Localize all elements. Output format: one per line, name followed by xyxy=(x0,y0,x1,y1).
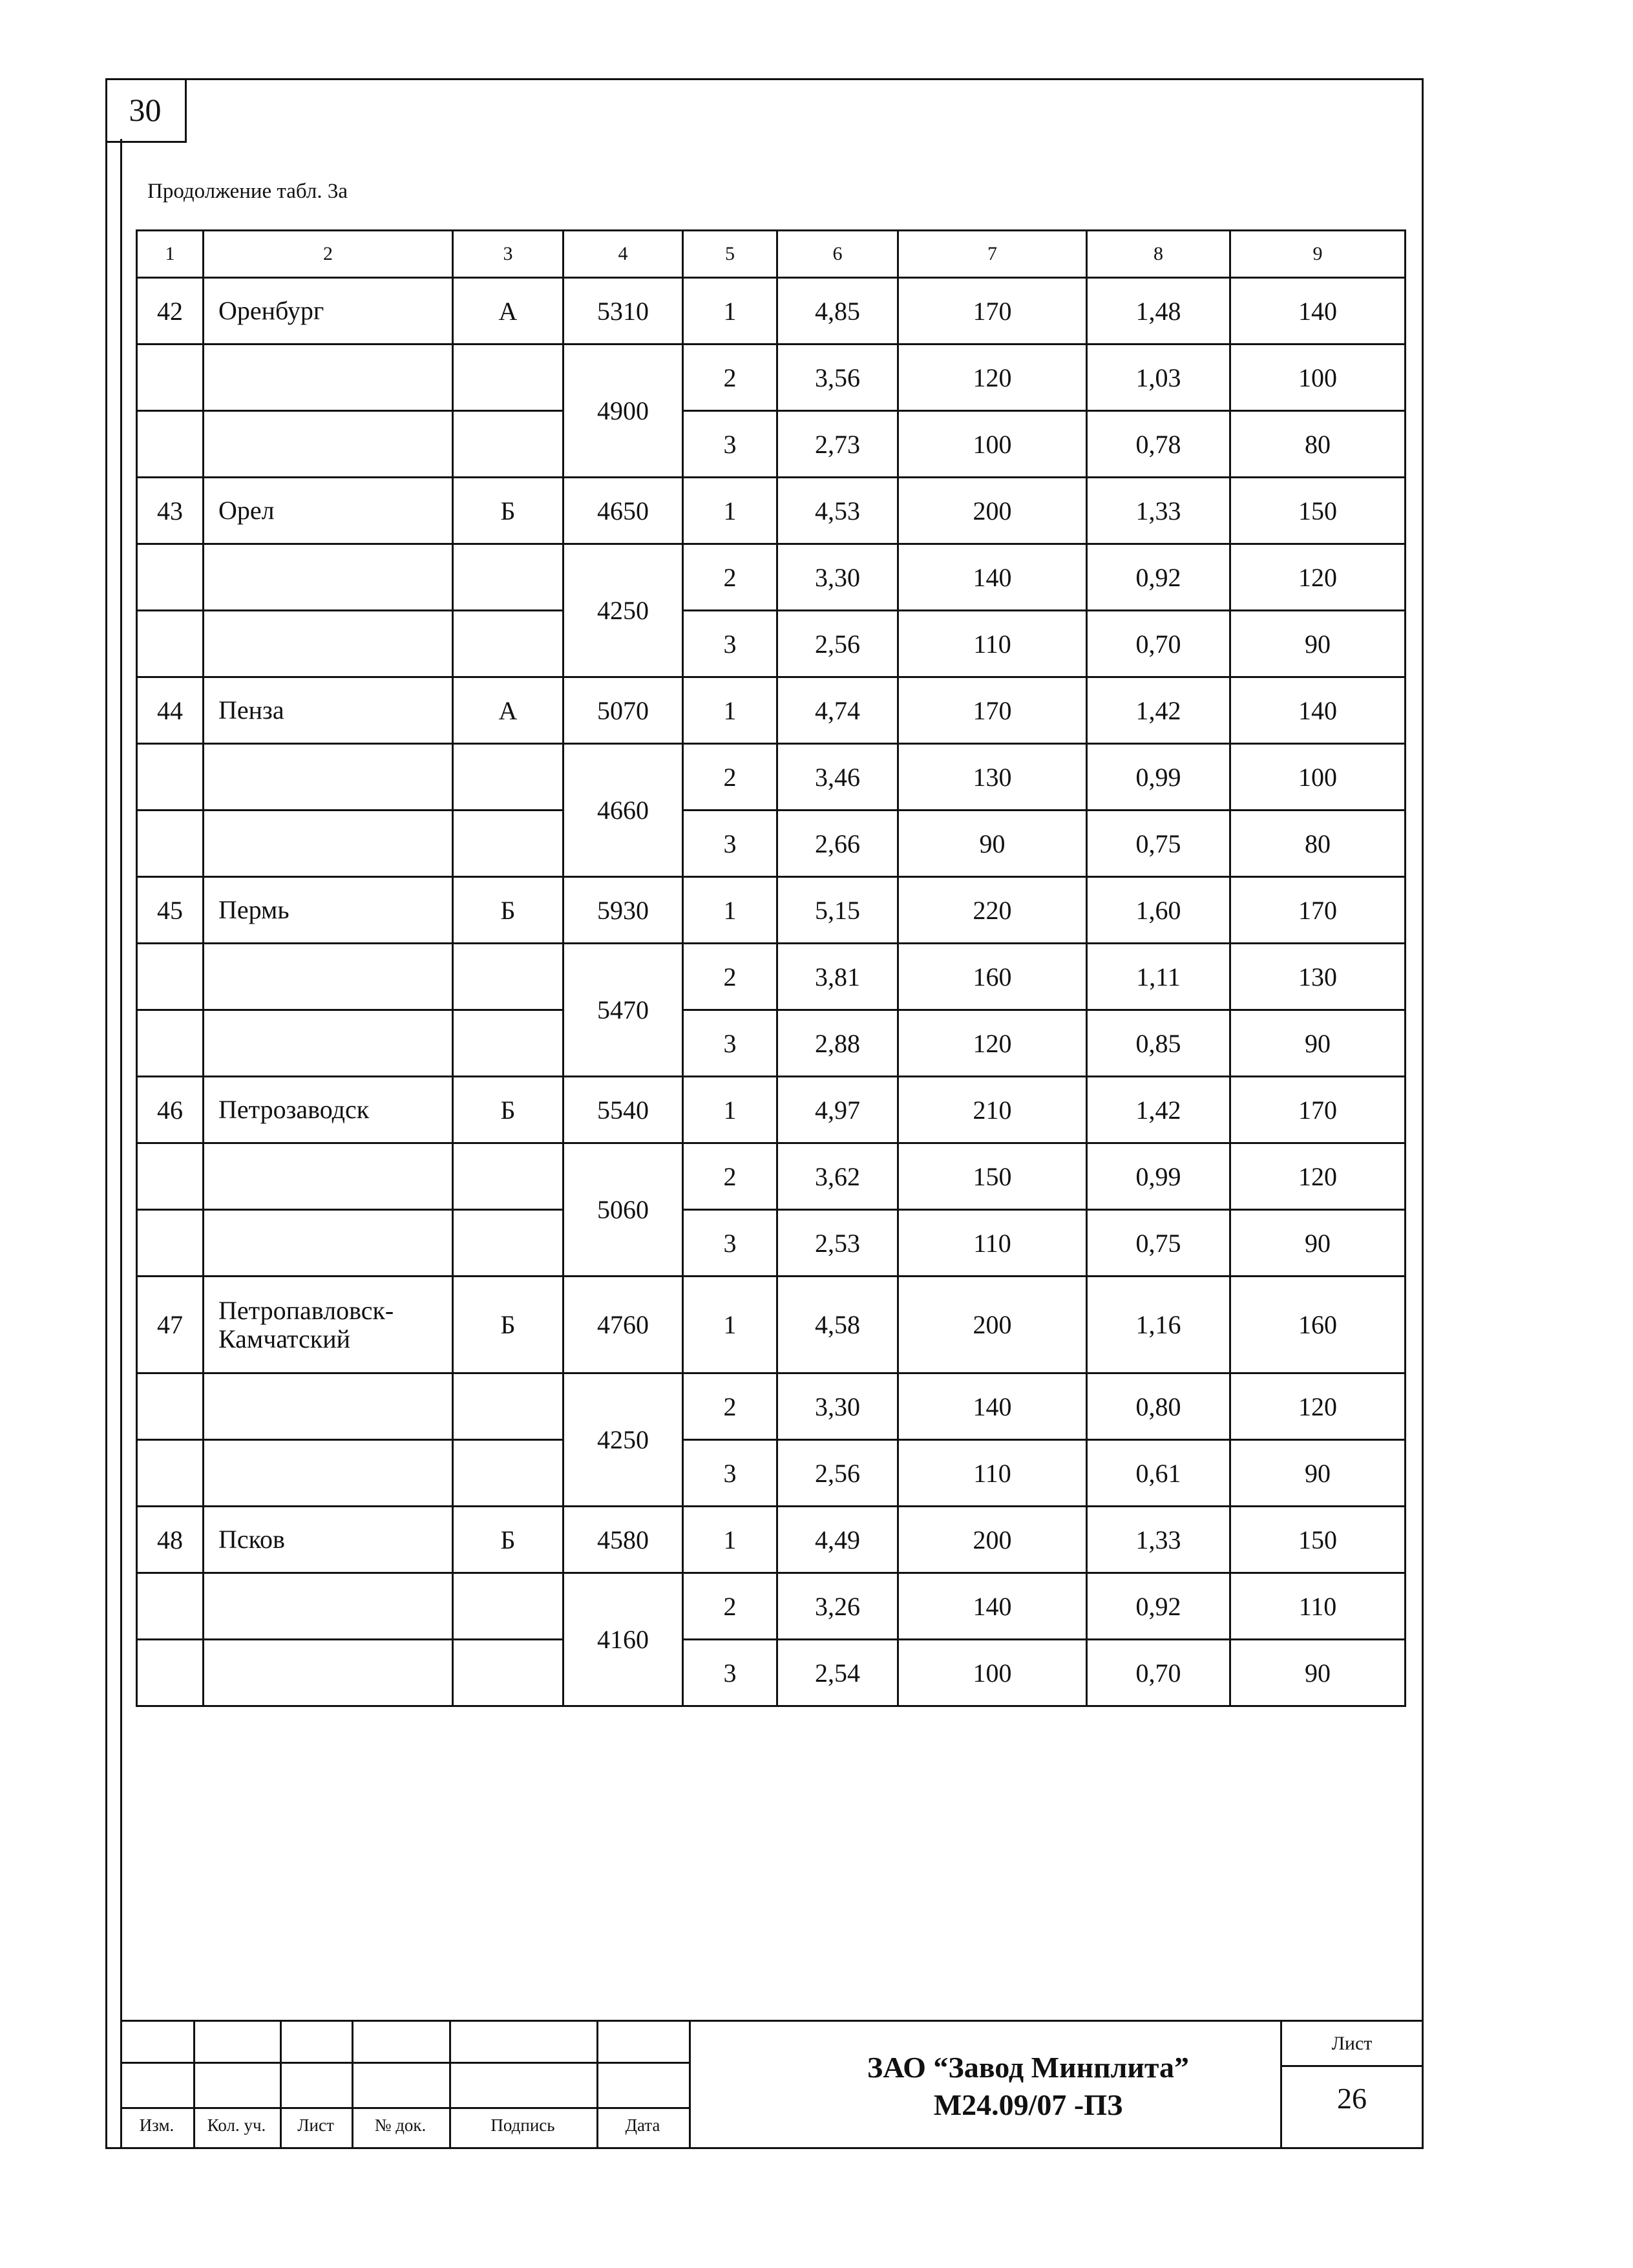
empty-cell xyxy=(137,544,204,611)
sheet-label: Лист xyxy=(1331,2033,1373,2054)
column-5-value: 3 xyxy=(683,1640,777,1706)
column-5-value: 1 xyxy=(683,1507,777,1573)
empty-cell xyxy=(204,1640,453,1706)
table-row xyxy=(137,1010,1406,1077)
column-7-value: 140 xyxy=(898,1373,1087,1440)
column-6-value: 2,56 xyxy=(777,1440,898,1507)
column-8-value: 0,99 xyxy=(1087,744,1230,811)
empty-cell xyxy=(204,544,453,611)
stamp-label-kol-uch: Кол. уч. xyxy=(207,2115,266,2135)
table-row xyxy=(137,478,1406,544)
stamp-label-signature: Подпись xyxy=(490,2115,555,2135)
column-9-value: 170 xyxy=(1230,877,1406,944)
column-8-value: 1,16 xyxy=(1087,1277,1230,1373)
column-8-value: 1,33 xyxy=(1087,1507,1230,1573)
column-4-value: 4900 xyxy=(564,344,683,478)
table-row xyxy=(137,278,1406,344)
table-row xyxy=(137,1440,1406,1507)
column-8-value: 0,75 xyxy=(1087,1210,1230,1277)
city-name: Орел xyxy=(204,478,453,544)
empty-cell xyxy=(204,1373,453,1440)
column-5-value: 3 xyxy=(683,1010,777,1077)
table-row xyxy=(137,411,1406,478)
column-6-value: 3,26 xyxy=(777,1573,898,1640)
column-9-value: 90 xyxy=(1230,611,1406,677)
column-4-value: 5540 xyxy=(564,1077,683,1143)
column-9-value: 100 xyxy=(1230,344,1406,411)
column-5-value: 3 xyxy=(683,611,777,677)
column-header-3: 3 xyxy=(453,231,564,278)
empty-cell xyxy=(453,1373,564,1440)
document-code: М24.09/07 -ПЗ xyxy=(933,2088,1123,2121)
column-4-value: 4650 xyxy=(564,478,683,544)
column-8-value: 0,75 xyxy=(1087,811,1230,877)
empty-cell xyxy=(453,1210,564,1277)
stamp-label-date: Дата xyxy=(625,2115,660,2135)
table-row xyxy=(137,1210,1406,1277)
column-8-value: 0,70 xyxy=(1087,1640,1230,1706)
empty-cell xyxy=(453,1640,564,1706)
column-5-value: 1 xyxy=(683,1077,777,1143)
column-header-6: 6 xyxy=(777,231,898,278)
column-8-value: 1,42 xyxy=(1087,677,1230,744)
column-4-value: 4580 xyxy=(564,1507,683,1573)
column-6-value: 2,73 xyxy=(777,411,898,478)
empty-cell xyxy=(204,344,453,411)
empty-cell xyxy=(453,811,564,877)
column-4-value: 4160 xyxy=(564,1573,683,1706)
column-7-value: 200 xyxy=(898,1507,1087,1573)
empty-cell xyxy=(204,944,453,1010)
binding-margin-line xyxy=(120,139,122,2149)
column-4-value: 4760 xyxy=(564,1277,683,1373)
table-row xyxy=(137,344,1406,411)
zone-letter: Б xyxy=(453,1507,564,1573)
column-header-9: 9 xyxy=(1230,231,1406,278)
column-8-value: 1,48 xyxy=(1087,278,1230,344)
organization-name: ЗАО “Завод Минплита” xyxy=(867,2051,1190,2084)
city-name: Петрозаводск xyxy=(204,1077,453,1143)
column-7-value: 140 xyxy=(898,544,1087,611)
column-6-value: 3,46 xyxy=(777,744,898,811)
column-header-8: 8 xyxy=(1087,231,1230,278)
column-6-value: 2,54 xyxy=(777,1640,898,1706)
table-row xyxy=(137,811,1406,877)
header-row xyxy=(137,231,1406,278)
table-row xyxy=(137,544,1406,611)
column-5-value: 3 xyxy=(683,1210,777,1277)
row-number: 46 xyxy=(137,1077,204,1143)
page-number-box xyxy=(105,78,187,143)
empty-cell xyxy=(204,811,453,877)
column-6-value: 4,97 xyxy=(777,1077,898,1143)
table-row xyxy=(137,1507,1406,1573)
empty-cell xyxy=(137,1210,204,1277)
column-4-value: 4660 xyxy=(564,744,683,877)
column-7-value: 160 xyxy=(898,944,1087,1010)
column-9-value: 140 xyxy=(1230,677,1406,744)
column-6-value: 4,74 xyxy=(777,677,898,744)
column-7-value: 110 xyxy=(898,611,1087,677)
column-7-value: 110 xyxy=(898,1210,1087,1277)
column-6-value: 2,88 xyxy=(777,1010,898,1077)
table-row xyxy=(137,877,1406,944)
empty-cell xyxy=(204,1210,453,1277)
column-8-value: 0,85 xyxy=(1087,1010,1230,1077)
empty-cell xyxy=(453,611,564,677)
zone-letter: А xyxy=(453,677,564,744)
column-7-value: 120 xyxy=(898,344,1087,411)
column-9-value: 120 xyxy=(1230,1143,1406,1210)
empty-cell xyxy=(204,1143,453,1210)
city-name: Пенза xyxy=(204,677,453,744)
column-5-value: 1 xyxy=(683,478,777,544)
column-6-value: 2,66 xyxy=(777,811,898,877)
column-6-value: 2,53 xyxy=(777,1210,898,1277)
empty-cell xyxy=(204,1573,453,1640)
column-8-value: 0,92 xyxy=(1087,1573,1230,1640)
table-row xyxy=(137,611,1406,677)
empty-cell xyxy=(453,1573,564,1640)
column-4-value: 4250 xyxy=(564,544,683,677)
empty-cell xyxy=(453,944,564,1010)
table-row xyxy=(137,1640,1406,1706)
column-6-value: 3,62 xyxy=(777,1143,898,1210)
column-7-value: 100 xyxy=(898,411,1087,478)
table-row xyxy=(137,1077,1406,1143)
column-5-value: 1 xyxy=(683,677,777,744)
empty-cell xyxy=(137,411,204,478)
column-5-value: 2 xyxy=(683,544,777,611)
column-6-value: 3,30 xyxy=(777,1373,898,1440)
column-header-2: 2 xyxy=(204,231,453,278)
empty-cell xyxy=(137,1573,204,1640)
column-9-value: 130 xyxy=(1230,944,1406,1010)
row-number: 44 xyxy=(137,677,204,744)
column-8-value: 0,80 xyxy=(1087,1373,1230,1440)
empty-cell xyxy=(453,544,564,611)
column-9-value: 150 xyxy=(1230,1507,1406,1573)
table-row xyxy=(137,944,1406,1010)
empty-cell xyxy=(137,611,204,677)
column-7-value: 170 xyxy=(898,677,1087,744)
row-number: 45 xyxy=(137,877,204,944)
empty-cell xyxy=(204,744,453,811)
column-8-value: 0,78 xyxy=(1087,411,1230,478)
column-9-value: 120 xyxy=(1230,544,1406,611)
column-7-value: 110 xyxy=(898,1440,1087,1507)
column-9-value: 90 xyxy=(1230,1210,1406,1277)
column-4-value: 5310 xyxy=(564,278,683,344)
column-header-5: 5 xyxy=(683,231,777,278)
column-8-value: 1,42 xyxy=(1087,1077,1230,1143)
column-7-value: 100 xyxy=(898,1640,1087,1706)
column-6-value: 2,56 xyxy=(777,611,898,677)
row-number: 48 xyxy=(137,1507,204,1573)
column-5-value: 2 xyxy=(683,1143,777,1210)
organization-title xyxy=(689,2049,1367,2123)
column-7-value: 220 xyxy=(898,877,1087,944)
column-7-value: 200 xyxy=(898,478,1087,544)
city-name: Псков xyxy=(204,1507,453,1573)
column-7-value: 90 xyxy=(898,811,1087,877)
empty-cell xyxy=(137,811,204,877)
column-6-value: 3,30 xyxy=(777,544,898,611)
empty-cell xyxy=(453,344,564,411)
city-name: Петропавловск-Камчатский xyxy=(204,1277,453,1373)
column-7-value: 170 xyxy=(898,278,1087,344)
column-6-value: 3,56 xyxy=(777,344,898,411)
column-9-value: 100 xyxy=(1230,744,1406,811)
column-5-value: 3 xyxy=(683,1440,777,1507)
empty-cell xyxy=(453,411,564,478)
column-5-value: 2 xyxy=(683,1373,777,1440)
column-9-value: 80 xyxy=(1230,811,1406,877)
zone-letter: А xyxy=(453,278,564,344)
column-4-value: 5060 xyxy=(564,1143,683,1277)
column-5-value: 2 xyxy=(683,944,777,1010)
column-header-1: 1 xyxy=(137,231,204,278)
column-9-value: 110 xyxy=(1230,1573,1406,1640)
zone-letter: Б xyxy=(453,478,564,544)
empty-cell xyxy=(137,344,204,411)
column-9-value: 80 xyxy=(1230,411,1406,478)
empty-cell xyxy=(137,1640,204,1706)
empty-cell xyxy=(204,1010,453,1077)
column-5-value: 1 xyxy=(683,877,777,944)
column-8-value: 0,70 xyxy=(1087,611,1230,677)
column-6-value: 4,58 xyxy=(777,1277,898,1373)
column-9-value: 120 xyxy=(1230,1373,1406,1440)
column-5-value: 1 xyxy=(683,278,777,344)
row-number: 47 xyxy=(137,1277,204,1373)
empty-cell xyxy=(137,1010,204,1077)
column-8-value: 1,33 xyxy=(1087,478,1230,544)
zone-letter: Б xyxy=(453,877,564,944)
column-5-value: 2 xyxy=(683,344,777,411)
column-4-value: 5070 xyxy=(564,677,683,744)
column-8-value: 0,92 xyxy=(1087,544,1230,611)
empty-cell xyxy=(453,1440,564,1507)
column-7-value: 140 xyxy=(898,1573,1087,1640)
stamp-label-list: Лист xyxy=(297,2115,334,2135)
column-9-value: 90 xyxy=(1230,1640,1406,1706)
column-5-value: 3 xyxy=(683,411,777,478)
column-8-value: 1,03 xyxy=(1087,344,1230,411)
empty-cell xyxy=(453,1143,564,1210)
column-8-value: 0,99 xyxy=(1087,1143,1230,1210)
column-8-value: 1,60 xyxy=(1087,877,1230,944)
column-4-value: 5470 xyxy=(564,944,683,1077)
empty-cell xyxy=(137,1440,204,1507)
city-name: Оренбург xyxy=(204,278,453,344)
empty-cell xyxy=(137,944,204,1010)
row-number: 42 xyxy=(137,278,204,344)
table-row xyxy=(137,744,1406,811)
column-7-value: 200 xyxy=(898,1277,1087,1373)
stamp-label-izm: Изм. xyxy=(139,2115,174,2135)
column-6-value: 4,85 xyxy=(777,278,898,344)
empty-cell xyxy=(137,744,204,811)
stamp-label-doc-number: № док. xyxy=(374,2115,427,2135)
table-row xyxy=(137,1277,1406,1373)
empty-cell xyxy=(204,411,453,478)
column-6-value: 5,15 xyxy=(777,877,898,944)
column-5-value: 1 xyxy=(683,1277,777,1373)
empty-cell xyxy=(137,1143,204,1210)
empty-cell xyxy=(137,1373,204,1440)
column-9-value: 150 xyxy=(1230,478,1406,544)
city-name: Пермь xyxy=(204,877,453,944)
column-6-value: 3,81 xyxy=(777,944,898,1010)
sheet-number: 26 xyxy=(1337,2082,1367,2115)
column-header-7: 7 xyxy=(898,231,1087,278)
column-6-value: 4,53 xyxy=(777,478,898,544)
empty-cell xyxy=(453,744,564,811)
column-7-value: 150 xyxy=(898,1143,1087,1210)
column-header-4: 4 xyxy=(564,231,683,278)
column-7-value: 130 xyxy=(898,744,1087,811)
column-4-value: 5930 xyxy=(564,877,683,944)
empty-cell xyxy=(453,1010,564,1077)
column-9-value: 90 xyxy=(1230,1440,1406,1507)
column-9-value: 90 xyxy=(1230,1010,1406,1077)
table-row xyxy=(137,1143,1406,1210)
title-block xyxy=(120,2020,1424,2149)
column-5-value: 2 xyxy=(683,744,777,811)
column-9-value: 160 xyxy=(1230,1277,1406,1373)
column-5-value: 2 xyxy=(683,1573,777,1640)
column-8-value: 1,11 xyxy=(1087,944,1230,1010)
data-table xyxy=(136,229,1406,1707)
column-4-value: 4250 xyxy=(564,1373,683,1507)
page-number: 30 xyxy=(129,91,162,128)
zone-letter: Б xyxy=(453,1077,564,1143)
row-number: 43 xyxy=(137,478,204,544)
column-7-value: 120 xyxy=(898,1010,1087,1077)
table-row xyxy=(137,1373,1406,1440)
column-9-value: 140 xyxy=(1230,278,1406,344)
column-9-value: 170 xyxy=(1230,1077,1406,1143)
table-row xyxy=(137,1573,1406,1640)
empty-cell xyxy=(204,611,453,677)
column-7-value: 210 xyxy=(898,1077,1087,1143)
empty-cell xyxy=(204,1440,453,1507)
column-8-value: 0,61 xyxy=(1087,1440,1230,1507)
table-caption: Продолжение табл. 3а xyxy=(147,180,348,203)
column-6-value: 4,49 xyxy=(777,1507,898,1573)
zone-letter: Б xyxy=(453,1277,564,1373)
table-row xyxy=(137,677,1406,744)
column-5-value: 3 xyxy=(683,811,777,877)
